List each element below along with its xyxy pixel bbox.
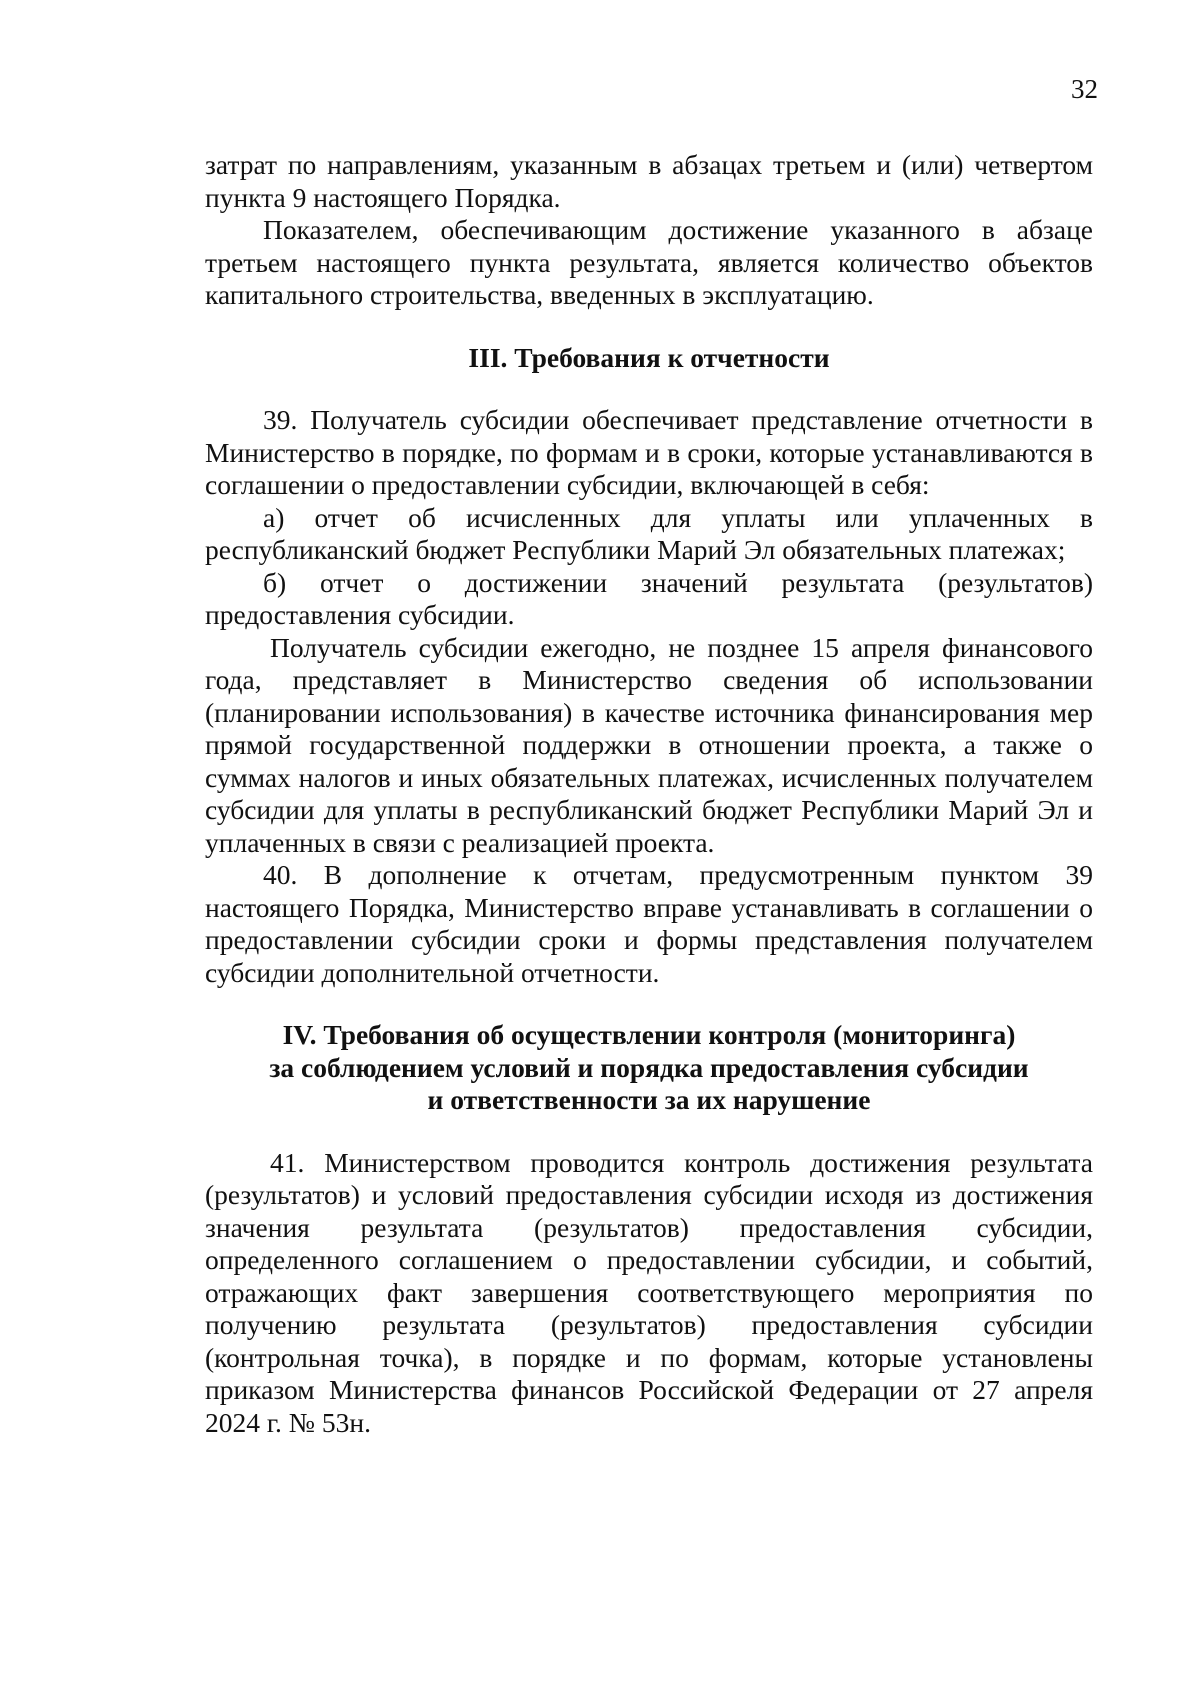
spacer (205, 312, 1093, 342)
paragraph-41: 41. Министерством проводится контроль достижения результата (результатов) и условий предоставления субсидии исходя из достижения значения результата (результатов) предоставления субсидии, определенного соглашением о предоставлении субсидии, и событий, отражающих факт завершения соответствующего мероприятия по получению результата (результатов) предоставления субсидии (контрольная точка), в порядке и по формам, которые установлены приказом Министерства финансов Российской Федерации от 27 апреля 2024 г. № 53н. (205, 1146, 1093, 1438)
document-body (205, 149, 1093, 1439)
spacer (205, 989, 1093, 1019)
section-heading-3: III. Требования к отчетности (468, 341, 830, 373)
paragraph-indicator: Показателем, обеспечивающим достижение указанного в абзаце третьем настоящего пункта результата, является количество объектов капитального строительства, введенных в эксплуатацию. (205, 214, 1093, 310)
paragraph-continuation: затрат по направлениям, указанным в абзацах третьем и (или) четвертом пункта 9 настоящего Порядка. (205, 149, 1093, 213)
section-heading-4-line-1: IV. Требования об осуществлении контроля (мониторинга) (282, 1019, 1016, 1050)
section-heading-4-line-3: и ответственности за их нарушение (427, 1084, 871, 1115)
paragraph-40: 40. В дополнение к отчетам, предусмотренным пунктом 39 настоящего Порядка, Министерство вправе устанавливать в соглашении о предоставлении субсидии сроки и формы представления получателем субсидии дополнительной отчетности. (205, 859, 1093, 988)
spacer (205, 1117, 1093, 1147)
section-heading-4-line-2: за соблюдением условий и порядка предоставления субсидии (269, 1051, 1029, 1083)
spacer (205, 374, 1093, 404)
paragraph-39: 39. Получатель субсидии обеспечивает представление отчетности в Министерство в порядке, по формам и в сроки, которые устанавливаются в соглашении о предоставлении субсидии, включающей в себя: (205, 404, 1093, 500)
paragraph-39-b: б) отчет о достижении значений результата (результатов) предоставления субсидии. (205, 566, 1093, 630)
paragraph-39-a: а) отчет об исчисленных для уплаты или уплаченных в республиканский бюджет Республики Марий Эл обязательных платежах; (205, 501, 1093, 565)
page-number: 32 (1071, 74, 1098, 104)
paragraph-39-c: Получатель субсидии ежегодно, не позднее 15 апреля финансового года, представляет в Министерство сведения об использовании (планировании использования) в качестве источника финансирования мер прямой государственной поддержки в отношении проекта, а также о суммах налогов и иных обязательных платежах, исчисленных получателем субсидии для уплаты в республиканский бюджет Республики Марий Эл и уплаченных в связи с реализацией проекта. (205, 631, 1093, 858)
